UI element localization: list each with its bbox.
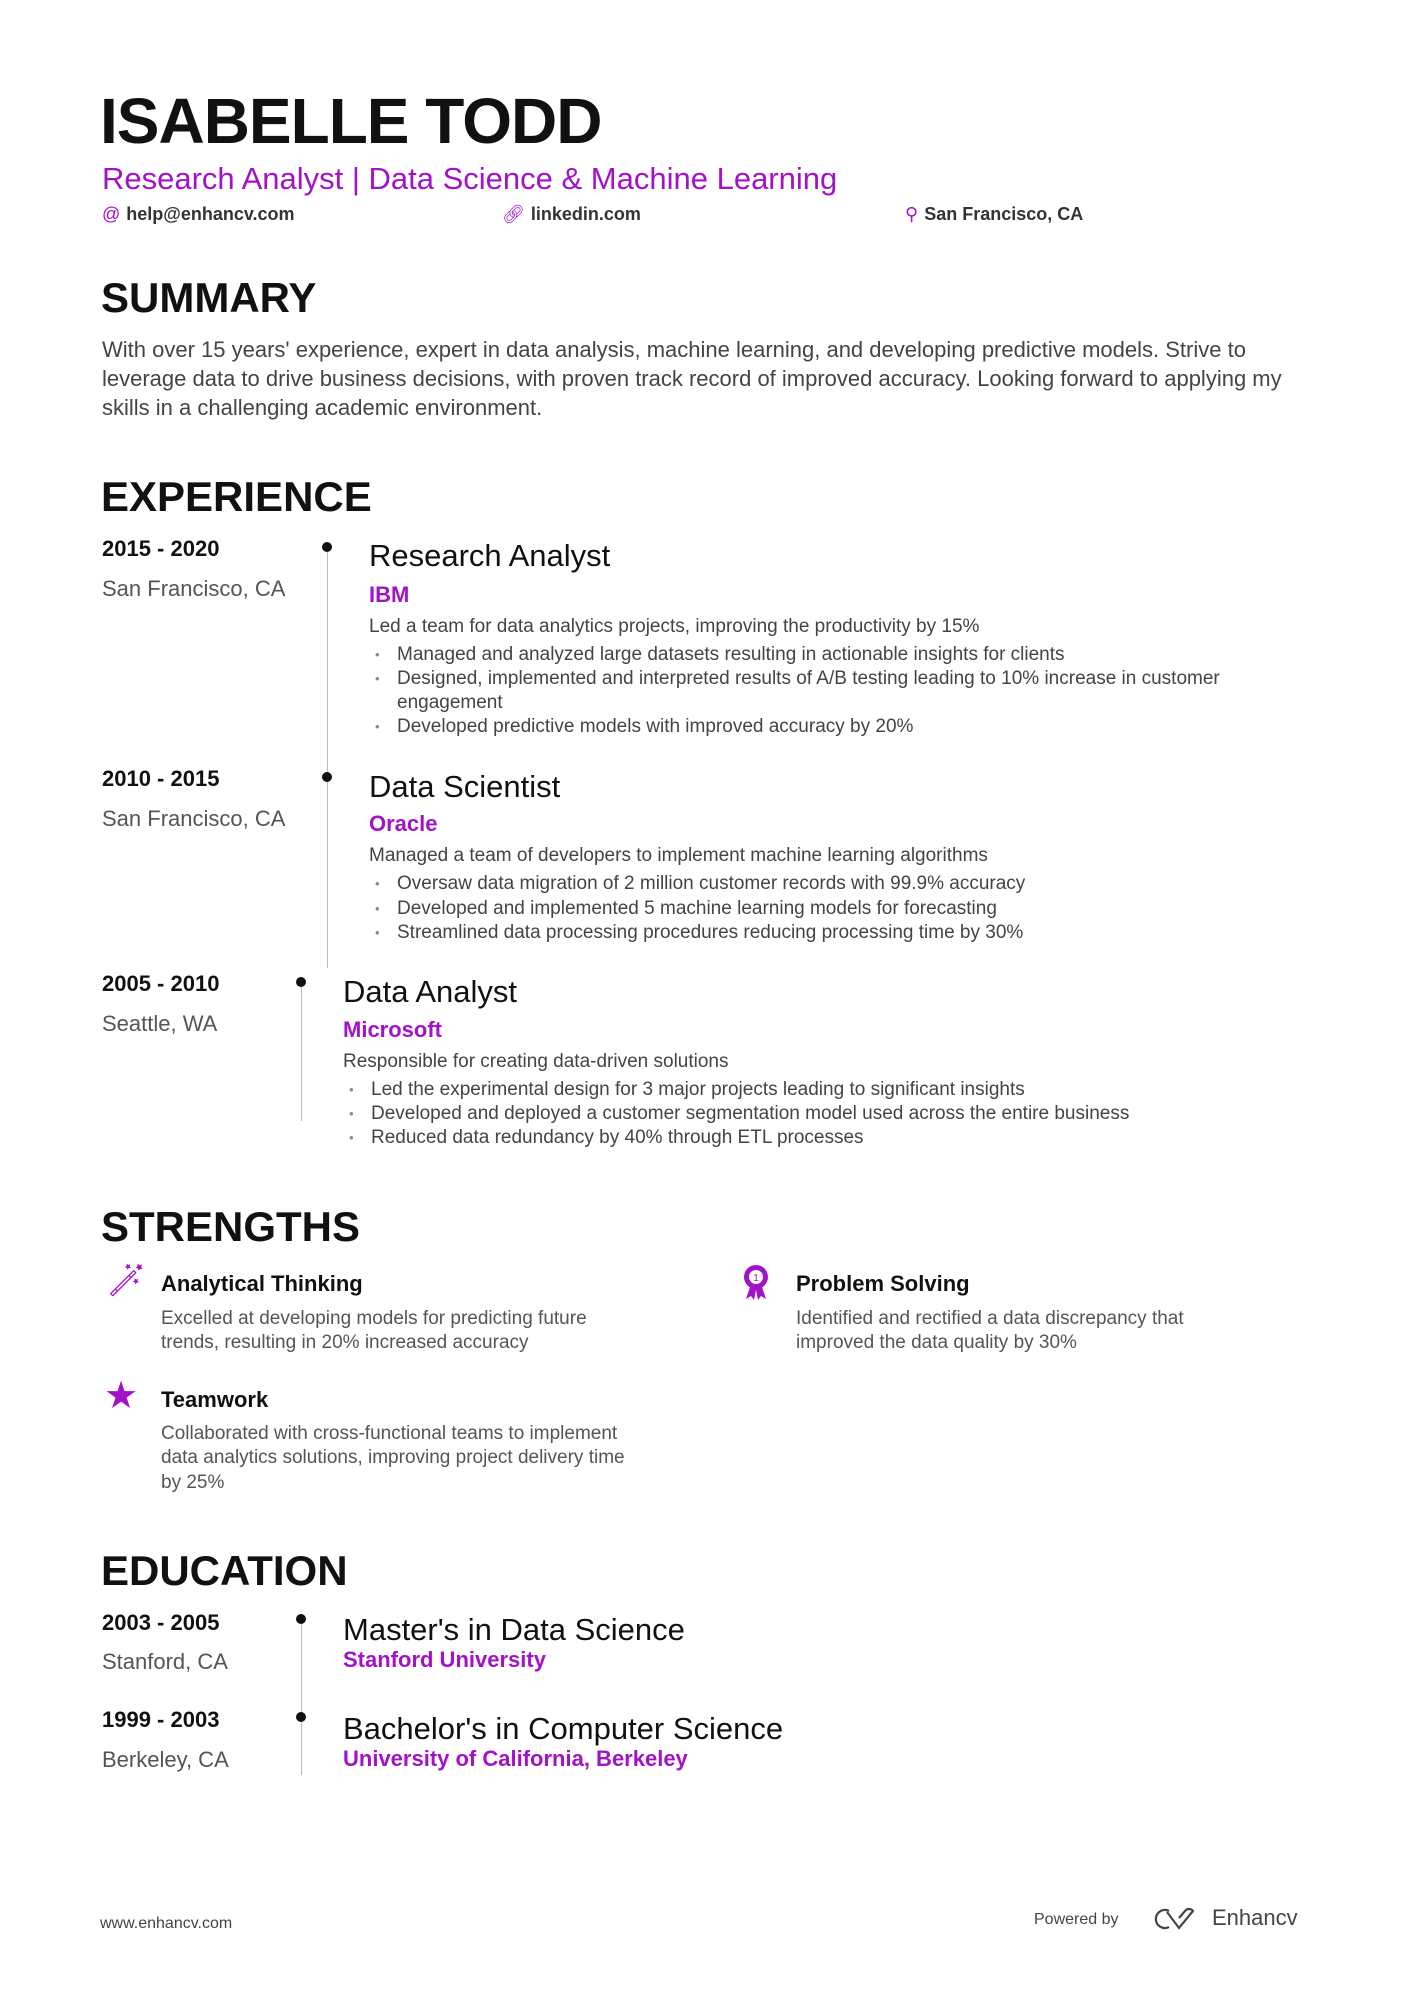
timeline-line (301, 983, 302, 1121)
job-bullet: • Developed and implemented 5 machine learning models for forecasting (397, 897, 997, 921)
job-bullet: • Reduced data redundancy by 40% through ETL processes (371, 1126, 864, 1150)
job-bullet: • Led the experimental design for 3 major projects leading to significant insights (371, 1078, 1025, 1102)
summary-heading: SUMMARY (101, 274, 317, 321)
contact-location (905, 203, 1083, 225)
contact-email[interactable] (102, 203, 295, 225)
strength-description: data analytics solutions, improving project delivery time (161, 1447, 625, 1468)
timeline-line (301, 1620, 302, 1775)
timeline-line (327, 547, 328, 968)
job-location: Seattle, WA (102, 1011, 218, 1036)
summary-text: With over 15 years' experience, expert in data analysis, machine learning, and developing predictive models. Strive to leverage data to drive business decisions, with proven track record of improved accuracy. Looking forward to applying my skills in a challenging academic environment. (102, 337, 1282, 420)
email-text: help@enhancv.com (126, 204, 295, 224)
edu-dates: 1999 - 2003 (102, 1707, 220, 1732)
job-role: Research Analyst (369, 538, 611, 573)
job-description: Led a team for data analytics projects, improving the productivity by 15% (369, 616, 980, 637)
job-bullet: • Developed and deployed a customer segmentation model used across the entire business (371, 1102, 1129, 1126)
edu-dates: 2003 - 2005 (102, 1610, 220, 1635)
edu-location: Stanford, CA (102, 1649, 228, 1674)
job-location: San Francisco, CA (102, 576, 286, 601)
footer-website[interactable]: www.enhancv.com (100, 1915, 233, 1932)
education-heading: EDUCATION (101, 1547, 348, 1594)
job-bullet: • Designed, implemented and interpreted results of A/B testing leading to 10% increase in customer (397, 667, 1220, 691)
job-description: Responsible for creating data-driven solutions (343, 1051, 729, 1072)
job-bullet: • Streamlined data processing procedures reducing processing time by 30% (397, 921, 1023, 945)
enhancv-logo-icon (1153, 1906, 1199, 1937)
job-role: Data Analyst (343, 974, 518, 1009)
timeline-dot (322, 772, 332, 782)
timeline-dot (296, 977, 306, 987)
strength-description: Collaborated with cross-functional teams to implement (161, 1423, 618, 1444)
job-dates: 2010 - 2015 (102, 766, 220, 791)
job-description: Managed a team of developers to implement machine learning algorithms (369, 845, 988, 866)
strength-description: Identified and rectified a data discrepancy that (796, 1308, 1184, 1329)
edu-school: Stanford University (343, 1647, 546, 1672)
candidate-name: ISABELLE TODD (100, 85, 602, 157)
experience-heading: EXPERIENCE (101, 473, 372, 520)
contact-linkedin[interactable] (502, 203, 641, 225)
edu-degree: Master's in Data Science (343, 1612, 685, 1647)
job-company: Microsoft (343, 1017, 442, 1042)
strength-description: improved the data quality by 30% (796, 1332, 1077, 1353)
job-dates: 2005 - 2010 (102, 971, 220, 996)
timeline-dot (296, 1614, 306, 1624)
job-company: Oracle (369, 811, 438, 836)
strength-title: Analytical Thinking (161, 1271, 363, 1296)
strength-description: trends, resulting in 20% increased accuracy (161, 1332, 529, 1353)
award-ribbon-icon (741, 1263, 771, 1308)
timeline-dot (322, 542, 332, 552)
linkedin-text: linkedin.com (530, 204, 641, 224)
star-icon: ★ (104, 1375, 139, 1417)
location-text: San Francisco, CA (924, 204, 1084, 224)
pin-icon: ⚲ (905, 204, 919, 224)
job-bullet: • Developed predictive models with improved accuracy by 20% (397, 715, 913, 739)
job-bullet-continuation: engagement (397, 692, 503, 713)
timeline-dot (296, 1712, 306, 1722)
job-role: Data Scientist (369, 769, 561, 804)
strength-title: Problem Solving (796, 1271, 970, 1296)
job-bullet: • Managed and analyzed large datasets resulting in actionable insights for clients (397, 643, 1065, 667)
edu-location: Berkeley, CA (102, 1747, 229, 1772)
magic-wand-icon: 🪄︎ (106, 1262, 147, 1298)
enhancv-brand: Enhancv (1212, 1905, 1298, 1930)
powered-by-label: Powered by (1034, 1911, 1119, 1928)
job-bullet: • Oversaw data migration of 2 million customer records with 99.9% accuracy (397, 872, 1025, 896)
edu-school: University of California, Berkeley (343, 1746, 688, 1771)
link-icon: 🔗︎ (502, 204, 525, 224)
svg-text:1: 1 (753, 1273, 759, 1284)
at-icon: @ (102, 204, 121, 224)
candidate-title: Research Analyst | Data Science & Machine Learning (102, 161, 838, 196)
strength-description: Excelled at developing models for predicting future (161, 1308, 587, 1329)
strengths-heading: STRENGTHS (101, 1203, 361, 1250)
job-company: IBM (369, 582, 410, 607)
edu-degree: Bachelor's in Computer Science (343, 1711, 784, 1746)
job-location: San Francisco, CA (102, 806, 286, 831)
strength-description: by 25% (161, 1472, 225, 1493)
job-dates: 2015 - 2020 (102, 536, 220, 561)
strength-title: Teamwork (161, 1387, 269, 1412)
